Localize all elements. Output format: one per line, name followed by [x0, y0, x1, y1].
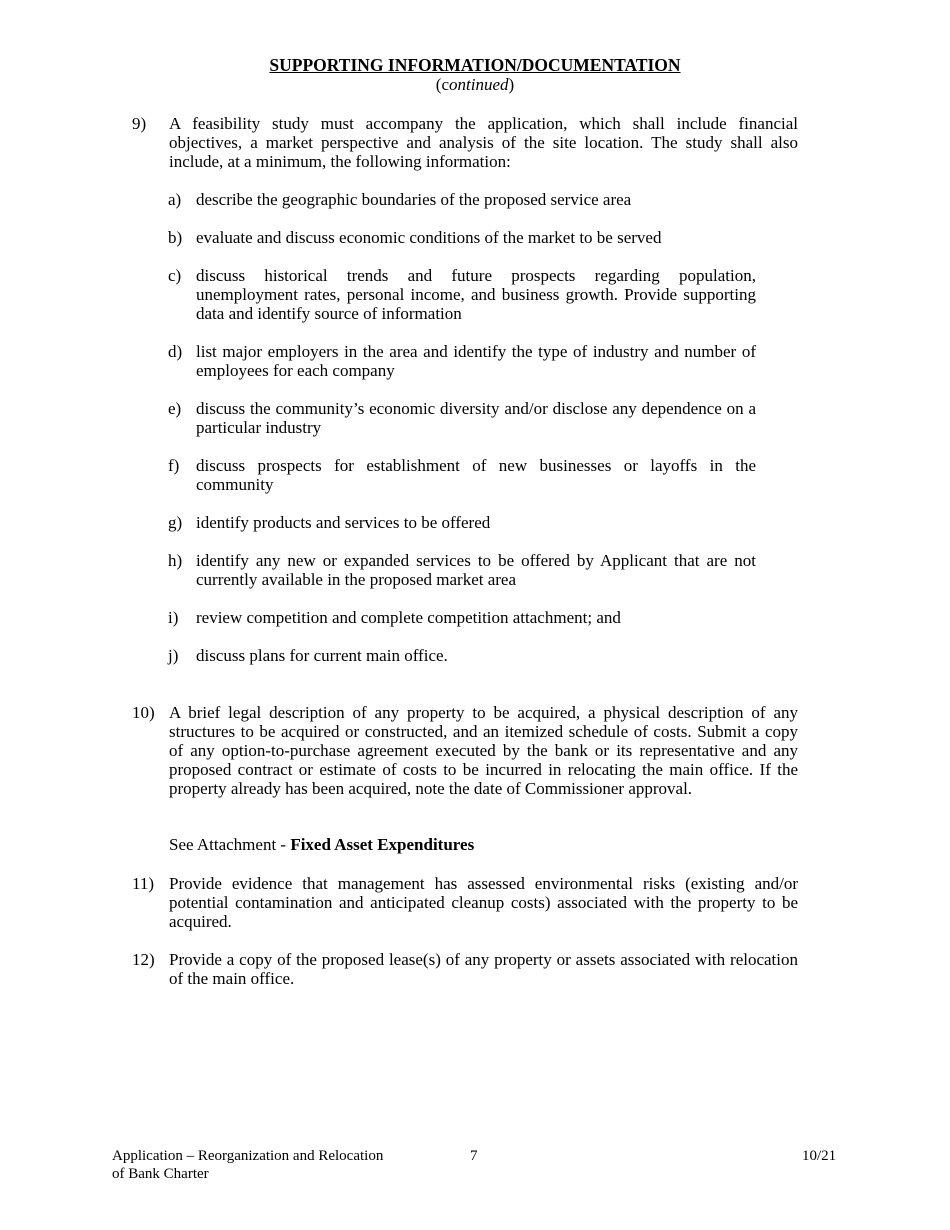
- footer-page-number: 7: [470, 1148, 478, 1164]
- sub-item-letter: e): [168, 399, 182, 418]
- footer-title-line-1: Application – Reorganization and Relocation: [112, 1148, 384, 1164]
- footer-document-title: [112, 1147, 383, 1183]
- subtitle-open: (c: [435, 75, 450, 94]
- sub-item-text: identify products and services to be offered: [196, 513, 491, 532]
- sub-item-j: [168, 646, 756, 665]
- list-item-12: [132, 950, 798, 988]
- sub-item-letter: h): [168, 551, 183, 570]
- sub-item-letter: a): [168, 190, 182, 209]
- page-subtitle: [0, 75, 950, 95]
- sub-item-letter: i): [168, 608, 179, 627]
- sub-item-h: [168, 551, 756, 589]
- sub-item-text: identify any new or expanded services to be offered by Applicant that are not currently available in the proposed market area: [196, 551, 756, 589]
- sub-item-text: review competition and complete competition attachment; and: [196, 608, 621, 627]
- sub-item-i: [168, 608, 756, 627]
- sub-item-text: discuss historical trends and future prospects regarding population, unemployment rates, personal income, and business growth. Provide supporting data and identify source of information: [196, 266, 756, 323]
- subtitle-italic: ontinued: [449, 75, 509, 94]
- list-item-11: [132, 874, 798, 931]
- sub-item-letter: f): [168, 456, 180, 475]
- item-text: Provide a copy of the proposed lease(s) of any property or assets associated with relocation of the main office.: [169, 950, 798, 988]
- sub-item-letter: j): [168, 646, 179, 665]
- sub-item-text: discuss prospects for establishment of new businesses or layoffs in the community: [196, 456, 756, 494]
- sub-item-c: [168, 266, 756, 323]
- item-number: 12): [132, 950, 155, 969]
- sub-item-text: discuss the community’s economic diversity and/or disclose any dependence on a particular industry: [196, 399, 756, 437]
- sub-item-text: discuss plans for current main office.: [196, 646, 448, 665]
- footer-revision-date: 10/21: [802, 1148, 837, 1164]
- attachment-reference: [169, 835, 474, 854]
- item-number: 9): [132, 114, 147, 133]
- attachment-prefix: See Attachment -: [169, 835, 291, 854]
- subtitle-close: ): [508, 75, 515, 94]
- sub-item-g: [168, 513, 756, 532]
- item-text: A brief legal description of any property to be acquired, a physical description of any structures to be acquired or constructed, and an itemized schedule of costs. Submit a copy of any option-to-purchase agreement executed by the bank or its representative and any proposed contract or estimate of costs to be incurred in relocating the main office. If the property already has been acquired, note the date of Commissioner approval.: [169, 703, 798, 798]
- sub-item-e: [168, 399, 756, 437]
- sub-item-letter: c): [168, 266, 182, 285]
- sub-item-f: [168, 456, 756, 494]
- sub-item-text: list major employers in the area and identify the type of industry and number of employees for each company: [196, 342, 756, 380]
- item-number: 10): [132, 703, 155, 722]
- page-title: SUPPORTING INFORMATION/DOCUMENTATION: [269, 55, 681, 75]
- attachment-name: Fixed Asset Expenditures: [290, 835, 475, 854]
- sub-item-b: [168, 228, 756, 247]
- list-item-10: [132, 703, 798, 798]
- list-item-9: [132, 114, 798, 171]
- sub-item-text: describe the geographic boundaries of the proposed service area: [196, 190, 632, 209]
- item-number: 11): [132, 874, 155, 893]
- sub-item-letter: g): [168, 513, 183, 532]
- footer-title-line-2: of Bank Charter: [112, 1166, 209, 1182]
- sub-item-a: [168, 190, 756, 209]
- sub-item-d: [168, 342, 756, 380]
- sub-item-letter: d): [168, 342, 183, 361]
- item-text: Provide evidence that management has assessed environmental risks (existing and/or potential contamination and anticipated cleanup costs) associated with the property to be acquired.: [169, 874, 798, 931]
- sub-item-letter: b): [168, 228, 183, 247]
- sub-item-text: evaluate and discuss economic conditions of the market to be served: [196, 228, 662, 247]
- item-text: A feasibility study must accompany the application, which shall include financial objectives, a market perspective and analysis of the site location. The study shall also include, at a minimum, the following information:: [169, 114, 798, 171]
